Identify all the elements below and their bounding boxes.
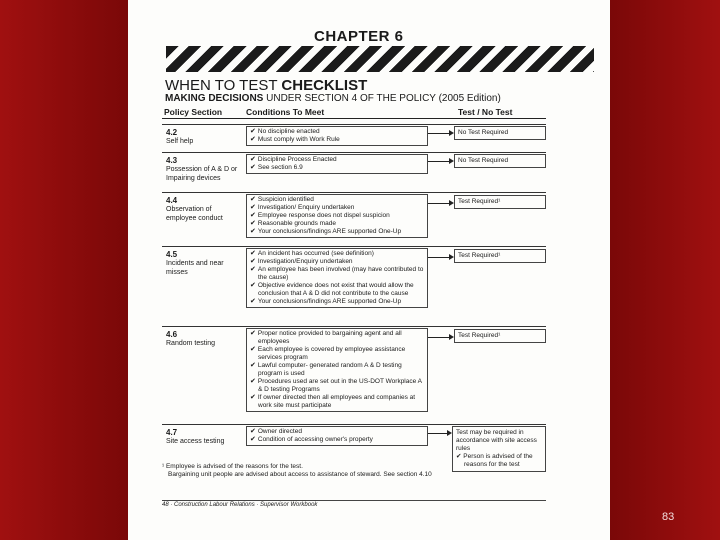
condition-item: ✔ If owner directed then all employees and companies at work site must participate xyxy=(250,394,424,410)
arrow-icon xyxy=(428,257,452,258)
page-footer: 48 · Construction Labour Relations · Supervisor Workbook xyxy=(162,502,318,508)
footnote: ¹ Employee is advised of the reasons for the test. xyxy=(162,463,303,470)
conditions-box xyxy=(246,194,428,238)
section-name: Self help xyxy=(166,138,194,145)
policy-section-cell xyxy=(166,128,242,146)
condition-item: ✔ Reasonable grounds made xyxy=(250,220,424,228)
section-name: Random testing xyxy=(166,340,216,347)
conditions-box xyxy=(246,426,428,446)
table-row xyxy=(162,192,546,244)
subtitle-bold: MAKING DECISIONS xyxy=(165,93,264,104)
conditions-box xyxy=(246,126,428,146)
header-divider xyxy=(162,118,546,119)
section-number: 4.3 xyxy=(166,156,178,165)
subtitle-rest: UNDER SECTION 4 OF THE POLICY (2005 Edition) xyxy=(263,93,501,104)
checklist-subtitle xyxy=(165,93,501,104)
arrow-icon xyxy=(428,433,450,434)
condition-item: ✔ See section 6.9 xyxy=(250,164,424,172)
footnotes xyxy=(162,463,532,479)
section-number: 4.2 xyxy=(166,128,178,137)
check-icon: ✔ xyxy=(456,453,462,460)
scanned-document-page xyxy=(128,0,610,540)
condition-item: ✔ Condition of accessing owner's property xyxy=(250,436,424,444)
policy-section-cell xyxy=(166,250,242,277)
header-conditions: Conditions To Meet xyxy=(246,107,325,117)
policy-section-cell xyxy=(166,428,242,446)
condition-item: ✔ Your conclusions/findings ARE supported One-Up xyxy=(250,298,424,306)
condition-item: ✔ No discipline enacted xyxy=(250,128,424,136)
section-name: Observation of employee conduct xyxy=(166,206,223,222)
condition-item: ✔ Owner directed xyxy=(250,428,424,436)
result-box: No Test Required xyxy=(454,154,546,168)
policy-section-cell xyxy=(166,196,242,223)
title-bold: CHECKLIST xyxy=(281,77,368,94)
conditions-box xyxy=(246,328,428,412)
result-line: Test may be required in accordance with site access rules xyxy=(456,429,537,452)
section-name: Site access testing xyxy=(166,438,225,445)
title-plain: WHEN TO TEST xyxy=(165,77,282,94)
table-row xyxy=(162,152,546,190)
arrow-icon xyxy=(428,161,452,162)
condition-item: ✔ Investigation/ Enquiry undertaken xyxy=(250,204,424,212)
result-box: No Test Required xyxy=(454,126,546,140)
condition-item: ✔ Suspicion identified xyxy=(250,196,424,204)
checklist-title xyxy=(165,77,367,94)
slide-number: 83 xyxy=(662,511,675,523)
condition-item: ✔ Employee response does not dispel suspicion xyxy=(250,212,424,220)
conditions-box xyxy=(246,154,428,174)
footnote: Bargaining unit people are advised about access to assistance of steward. See section 4.10 xyxy=(168,471,432,478)
condition-item: ✔ Lawful computer- generated random A & D testing program is used xyxy=(250,362,424,378)
result-box: Test Required¹ xyxy=(454,195,546,209)
condition-item: ✔ An incident has occurred (see definition) xyxy=(250,250,424,258)
section-name: Incidents and near misses xyxy=(166,260,224,276)
section-number: 4.7 xyxy=(166,428,178,437)
condition-item: ✔ Objective evidence does not exist that would allow the conclusion that A & D did not contribute to the cause xyxy=(250,282,424,298)
footer-divider xyxy=(162,500,546,501)
table-row xyxy=(162,124,546,150)
result-box: Test Required¹ xyxy=(454,329,546,343)
section-number: 4.6 xyxy=(166,330,178,339)
condition-item: ✔ Investigation/Enquiry undertaken xyxy=(250,258,424,266)
policy-section-cell xyxy=(166,330,242,348)
policy-section-cell xyxy=(166,156,242,183)
arrow-icon xyxy=(428,337,452,338)
condition-item: ✔ Your conclusions/findings ARE supported One-Up xyxy=(250,228,424,236)
arrow-icon xyxy=(428,203,452,204)
result-box: Test Required¹ xyxy=(454,249,546,263)
slide-background-right xyxy=(610,0,720,540)
condition-item: ✔ Proper notice provided to bargaining agent and all employees xyxy=(250,330,424,346)
condition-item: ✔ Must comply with Work Rule xyxy=(250,136,424,144)
conditions-box xyxy=(246,248,428,308)
condition-item: ✔ Discipline Process Enacted xyxy=(250,156,424,164)
condition-item: ✔ An employee has been involved (may have contributed to the cause) xyxy=(250,266,424,282)
chapter-heading: CHAPTER 6 xyxy=(314,28,404,45)
header-policy-section: Policy Section xyxy=(164,107,223,117)
section-name: Possession of A & D or Impairing devices xyxy=(166,166,238,182)
table-row xyxy=(162,326,546,422)
section-number: 4.4 xyxy=(166,196,178,205)
hazard-stripe-banner xyxy=(166,46,594,72)
condition-item: ✔ Each employee is covered by employee assistance services program xyxy=(250,346,424,362)
result-line-text: Person is advised of the reasons for the test xyxy=(463,453,533,468)
table-row xyxy=(162,246,546,324)
section-number: 4.5 xyxy=(166,250,178,259)
condition-item: ✔ Procedures used are set out in the US-DOT Workplace A & D testing Programs xyxy=(250,378,424,394)
slide-background-left xyxy=(0,0,128,540)
arrow-icon xyxy=(428,133,452,134)
header-test-no-test: Test / No Test xyxy=(458,107,513,117)
